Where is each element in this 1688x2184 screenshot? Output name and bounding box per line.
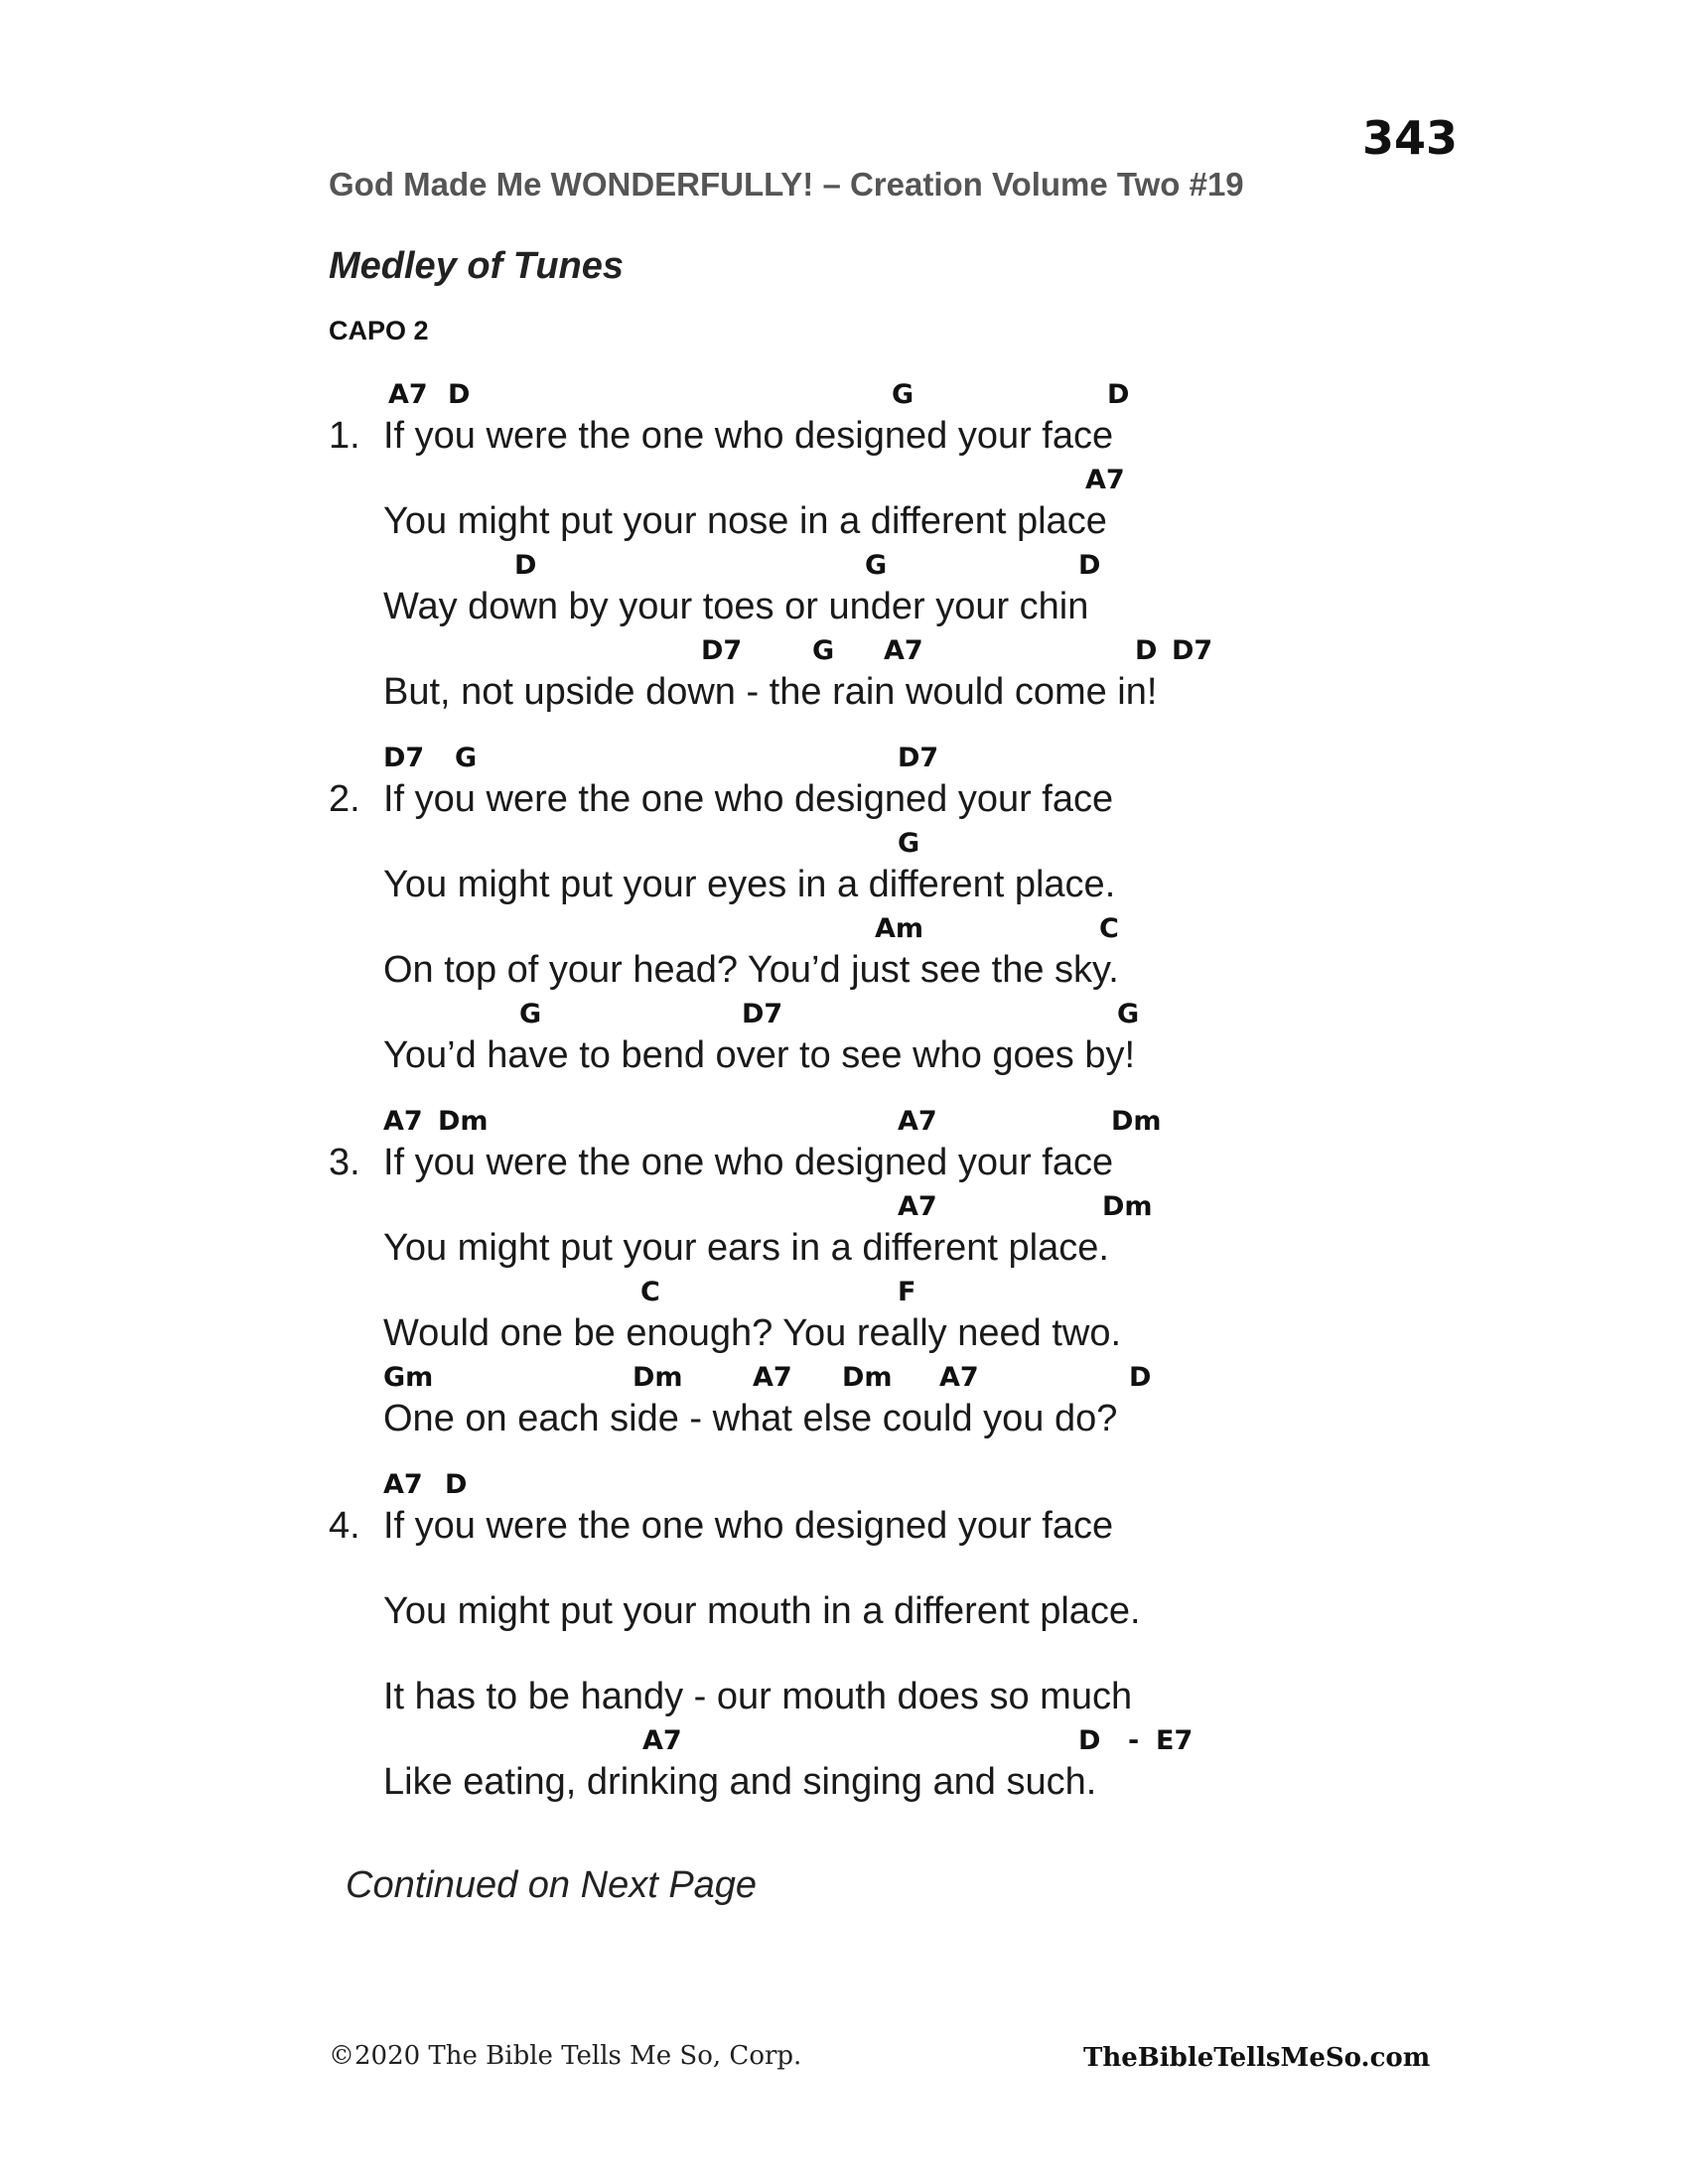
lyric-line: You might put your nose in a different place: [383, 500, 1107, 542]
verse-number: 3.: [329, 1142, 360, 1183]
lyric-line: You might put your mouth in a different place.: [383, 1590, 1141, 1632]
lyric-line: On top of your head? You’d just see the sky.: [383, 949, 1119, 991]
chord-symbol: Dm: [1111, 1106, 1162, 1137]
chord-symbol: F: [898, 1277, 916, 1307]
verse-number: 1.: [329, 415, 360, 457]
chord-symbol: E7: [1156, 1725, 1194, 1756]
chord-symbol: Dm: [1102, 1191, 1153, 1222]
lyric-line: You’d have to bend over to see who goes by!: [383, 1034, 1136, 1076]
chord-symbol: D: [1129, 1362, 1152, 1393]
verse-number: 4.: [329, 1505, 360, 1547]
lyric-line: If you were the one who designed your face: [383, 415, 1114, 457]
chord-symbol: G: [455, 743, 478, 773]
lyric-line: Would one be enough? You really need two.: [383, 1312, 1122, 1354]
website-url: TheBibleTellsMeSo.com: [1083, 2043, 1431, 2073]
chord-symbol: A7: [898, 1106, 937, 1137]
chord-separator: -: [1128, 1725, 1140, 1756]
chord-symbol: A7: [1085, 465, 1125, 495]
verse-number: 2.: [329, 778, 360, 820]
song-title: God Made Me WONDERFULLY! – Creation Volume Two #19: [329, 166, 1244, 203]
chord-symbol: G: [892, 379, 914, 410]
chord-symbol: D7: [742, 999, 783, 1029]
chord-symbol: D7: [383, 743, 425, 773]
chord-symbol: D: [514, 550, 537, 581]
lyric-line: One on each side - what else could you do?: [383, 1398, 1118, 1439]
chord-symbol: D7: [1172, 635, 1213, 666]
chord-symbol: C: [640, 1277, 660, 1307]
chord-symbol: Am: [875, 913, 924, 944]
lyric-line: It has to be handy - our mouth does so much: [383, 1676, 1133, 1717]
chord-symbol: D: [1078, 550, 1101, 581]
chord-symbol: Dm: [633, 1362, 683, 1393]
chord-symbol: D: [1107, 379, 1130, 410]
lyric-line: But, not upside down - the rain would come in!: [383, 671, 1158, 713]
chord-symbol: C: [1099, 913, 1119, 944]
chord-symbol: A7: [383, 1106, 423, 1137]
chord-symbol: G: [519, 999, 542, 1029]
lyric-line: If you were the one who designed your face: [383, 1505, 1114, 1547]
chord-symbol: D: [1135, 635, 1158, 666]
chord-symbol: A7: [383, 1469, 423, 1500]
chord-symbol: D: [445, 1469, 468, 1500]
chord-symbol: A7: [884, 635, 923, 666]
lyric-line: Way down by your toes or under your chin: [383, 586, 1089, 627]
chord-symbol: Gm: [383, 1362, 434, 1393]
chord-symbol: A7: [642, 1725, 682, 1756]
capo-instruction: CAPO 2: [329, 316, 429, 345]
chord-symbol: A7: [898, 1191, 937, 1222]
copyright-notice: ©2020 The Bible Tells Me So, Corp.: [329, 2041, 802, 2071]
chord-symbol: Dm: [842, 1362, 893, 1393]
song-subtitle: Medley of Tunes: [329, 245, 625, 287]
lyric-line: Like eating, drinking and singing and such.: [383, 1761, 1097, 1803]
chord-symbol: Dm: [438, 1106, 489, 1137]
chord-symbol: G: [812, 635, 835, 666]
continued-note: Continued on Next Page: [346, 1864, 758, 1906]
lyric-line: You might put your eyes in a different place.: [383, 864, 1116, 905]
chord-symbol: A7: [388, 379, 428, 410]
chord-symbol: G: [1117, 999, 1140, 1029]
chord-symbol: D: [448, 379, 471, 410]
chord-symbol: A7: [753, 1362, 792, 1393]
chord-symbol: G: [865, 550, 888, 581]
chord-symbol: A7: [939, 1362, 979, 1393]
chord-symbol: G: [898, 828, 920, 859]
chord-symbol: D: [1078, 1725, 1101, 1756]
lyric-line: If you were the one who designed your face: [383, 778, 1114, 820]
lyric-line: You might put your ears in a different place.: [383, 1227, 1109, 1269]
page-number: 343: [1362, 111, 1459, 165]
chord-symbol: D7: [898, 743, 939, 773]
lyric-line: If you were the one who designed your face: [383, 1142, 1114, 1183]
chord-symbol: D7: [701, 635, 743, 666]
